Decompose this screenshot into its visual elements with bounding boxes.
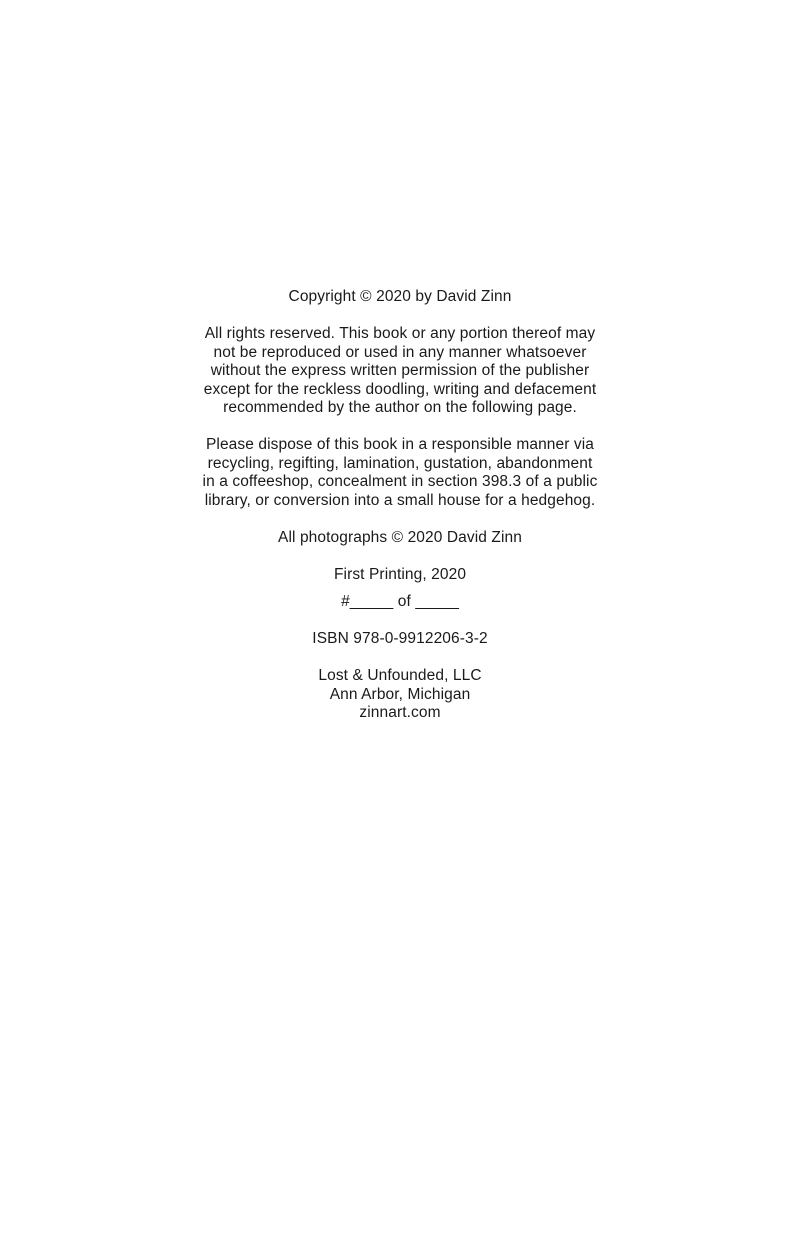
- photographs-credit: All photographs © 2020 David Zinn: [278, 528, 522, 546]
- copy-number: #_____ of _____: [341, 593, 459, 610]
- rights-reserved-paragraph: [0, 325, 800, 418]
- copyright-notice: Copyright © 2020 by David Zinn: [288, 288, 512, 305]
- isbn: ISBN 978-0-9912206-3-2: [312, 630, 488, 647]
- printing-info: First Printing, 2020: [333, 565, 467, 583]
- rights-line: not be reproduced or used in any manner whatsoever: [213, 343, 587, 361]
- rights-line: recommended by the author on the following page.: [223, 399, 577, 416]
- copyright-page: [0, 288, 800, 723]
- disposal-line: library, or conversion into a small house for a hedgehog.: [204, 491, 596, 509]
- disposal-paragraph: [0, 436, 800, 510]
- rights-line: All rights reserved. This book or any portion thereof may: [204, 325, 596, 342]
- disposal-line: Please dispose of this book in a responsible manner via: [205, 436, 595, 453]
- publisher-name: Lost & Unfounded, LLC: [318, 667, 482, 684]
- rights-line: without the express written permission of the publisher: [210, 362, 590, 379]
- publisher-website: zinnart.com: [359, 704, 441, 721]
- disposal-line: in a coffeeshop, concealment in section 398.3 of a public: [202, 473, 598, 490]
- disposal-line: recycling, regifting, lamination, gustation, abandonment: [207, 454, 593, 472]
- rights-line: except for the reckless doodling, writing and defacement: [203, 380, 597, 398]
- publisher-info: [0, 667, 800, 723]
- publisher-location: Ann Arbor, Michigan: [329, 685, 471, 703]
